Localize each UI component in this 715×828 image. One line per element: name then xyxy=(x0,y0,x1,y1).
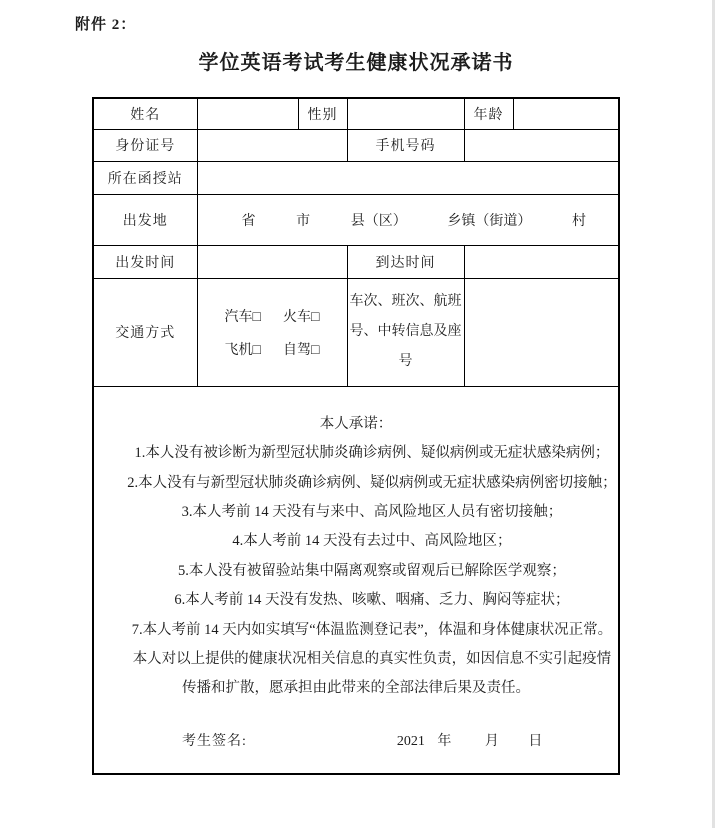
commitment-item-5: 5.本人没有被留验站集中隔离观察或留观后已解除医学观察； xyxy=(178,562,566,579)
id-number-value-cell xyxy=(197,129,347,161)
commitment-closing: 本人对以上提供的健康状况相关信息的真实性负责，如因信息不实引起疫情传播和扩散，愿承担由此带来的全部法律后果及责任。 xyxy=(132,650,612,697)
row-times xyxy=(93,245,619,278)
departure-option-city: 市 xyxy=(296,213,311,229)
phone-value-cell xyxy=(464,129,619,161)
departure-option-county: 县（区） xyxy=(350,213,407,229)
row-commitment xyxy=(93,386,619,774)
transport-info-value-cell xyxy=(464,278,619,386)
commitment-item-7: 7.本人考前 14 天内如实填写“体温监测登记表”，体温和身体健康状况正常。 xyxy=(131,621,613,638)
transport-option-car-checkbox: 汽车□ xyxy=(224,309,261,325)
transport-option-selfdrive-checkbox: 自驾□ xyxy=(283,342,320,358)
row-name-gender-age xyxy=(93,98,619,129)
transport-option-train-checkbox: 火车□ xyxy=(283,309,320,325)
gender-value-cell xyxy=(347,98,464,129)
row-id-phone xyxy=(93,129,619,161)
age-label: 年龄 xyxy=(464,98,513,129)
age-value-cell xyxy=(513,98,619,129)
transport-options-cell xyxy=(197,278,347,386)
station-value-cell xyxy=(197,161,619,194)
row-departure-place xyxy=(93,194,619,245)
date-day-label: 日 xyxy=(528,733,543,749)
transport-label: 交通方式 xyxy=(93,278,197,386)
page-title: 学位英语考试考生健康状况承诺书 xyxy=(198,52,514,74)
arrival-time-value-cell xyxy=(464,245,619,278)
attachment-label: 附件 2： xyxy=(75,17,137,33)
commitment-item-3: 3.本人考前 14 天没有与来中、高风险地区人员有密切接触； xyxy=(181,503,563,520)
commitment-item-2: 2.本人没有与新型冠状肺炎确诊病例、疑似病例或无症状感染病例密切接触； xyxy=(127,474,617,491)
transport-info-label: 车次、班次、航班号、中转信息及座号 xyxy=(347,278,464,386)
station-label: 所在函授站 xyxy=(93,161,197,194)
date-year-label: 年 xyxy=(437,733,452,749)
departure-place-cell xyxy=(197,194,619,245)
row-transport xyxy=(93,278,619,386)
id-number-label: 身份证号 xyxy=(93,129,197,161)
commitment-heading: 本人承诺： xyxy=(319,415,393,432)
departure-place-label: 出发地 xyxy=(93,194,197,245)
gender-label: 性别 xyxy=(298,98,347,129)
arrival-time-label: 到达时间 xyxy=(347,245,464,278)
transport-option-plane-checkbox: 飞机□ xyxy=(224,342,261,358)
commitment-item-6: 6.本人考前 14 天没有发热、咳嗽、咽痛、乏力、胸闷等症状； xyxy=(174,592,570,609)
date-month-label: 月 xyxy=(484,733,499,749)
commitment-item-1: 1.本人没有被诊断为新型冠状肺炎确诊病例、疑似病例或无症状感染病例； xyxy=(134,445,610,462)
departure-option-township: 乡镇（街道） xyxy=(447,213,532,229)
health-form-table xyxy=(92,97,620,775)
commitment-cell xyxy=(93,386,619,774)
name-value-cell xyxy=(197,98,298,129)
signature-row xyxy=(94,730,618,750)
departure-option-village: 村 xyxy=(572,213,586,229)
phone-label: 手机号码 xyxy=(347,129,464,161)
row-station xyxy=(93,161,619,194)
name-label: 姓名 xyxy=(93,98,197,129)
departure-time-value-cell xyxy=(197,245,347,278)
departure-option-province: 省 xyxy=(241,213,256,229)
commitment-item-4: 4.本人考前 14 天没有去过中、高风险地区； xyxy=(232,533,512,550)
departure-time-label: 出发时间 xyxy=(93,245,197,278)
signature-label: 考生签名: xyxy=(182,733,247,749)
date-year-value: 2021 xyxy=(396,733,425,749)
signature-date xyxy=(397,730,543,750)
